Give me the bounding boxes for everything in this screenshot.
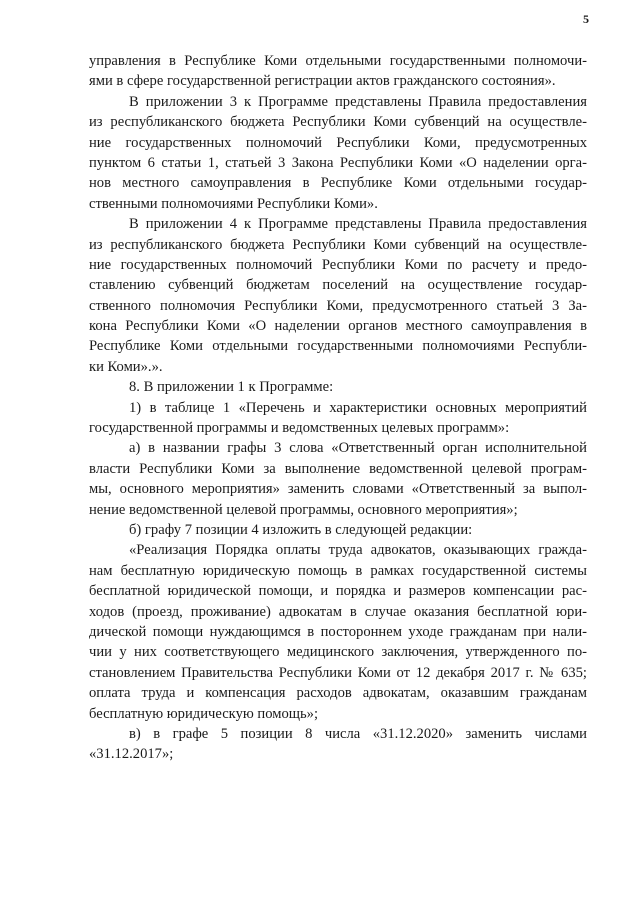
text-line: пунктом 6 статьи 1, статьей 3 Закона Республики Коми «О наделении орга- xyxy=(89,154,587,171)
text-line: ние государственных полномочий Республики Коми по расчету и предо- xyxy=(89,256,587,273)
text-line: 8. В приложении 1 к Программе: xyxy=(129,379,334,396)
paragraph xyxy=(89,520,587,540)
paragraph xyxy=(89,724,587,765)
paragraph xyxy=(89,214,587,377)
text-line: в) в графе 5 позиции 8 числа «31.12.2020» заменить числами xyxy=(129,725,587,742)
text-line: управления в Республике Коми отдельными государственными полномочи- xyxy=(89,53,587,69)
text-line: нов местного самоуправления в Республике Коми отдельными государ- xyxy=(89,175,587,192)
paragraph xyxy=(89,398,587,439)
text-line: чии у них соответствующего медицинского заключения, утвержденного по- xyxy=(89,644,587,661)
text-line: бесплатную юридическую помощь»; xyxy=(89,705,319,722)
text-line: ями в сфере государственной регистрации актов гражданского состояния». xyxy=(89,73,556,90)
text-line: ходов (проезд, проживание) адвокатам в случае оказания бесплатной юри- xyxy=(89,603,587,620)
document-body xyxy=(89,51,587,765)
text-line: ственного полномочия Республики Коми, предусмотренного статьей 3 За- xyxy=(89,297,587,314)
text-line: оплата труда и компенсация расходов адвокатам, оказавшим гражданам xyxy=(89,685,587,702)
text-line: власти Республики Коми за выполнение ведомственной целевой програм- xyxy=(89,460,587,477)
text-line: из республиканского бюджета Республики Коми субвенций на осуществле- xyxy=(89,236,587,253)
text-line: В приложении 4 к Программе представлены Правила предоставления xyxy=(129,216,587,233)
text-line: «Реализация Порядка оплаты труда адвокатов, оказывающих гражда- xyxy=(129,542,587,559)
text-line: бесплатной юридической помощи, и порядка и размеров компенсации рас- xyxy=(89,583,587,600)
text-line: 1) в таблице 1 «Перечень и характеристики основных мероприятий xyxy=(129,399,587,416)
text-line: Республике Коми отдельными государственными полномочиями Республи- xyxy=(89,338,587,355)
page-number: 5 xyxy=(583,12,589,26)
text-line: а) в названии графы 3 слова «Ответственный орган исполнительной xyxy=(129,440,587,457)
text-line: ние государственных полномочий Республики Коми, предусмотренных xyxy=(89,134,587,151)
text-line: ственными полномочиями Республики Коми». xyxy=(89,195,378,212)
text-line: ки Коми».». xyxy=(89,358,163,375)
paragraph xyxy=(89,92,587,214)
text-line: ставлению субвенций бюджетам поселений на осуществление государ- xyxy=(89,277,587,294)
paragraph xyxy=(89,438,587,520)
text-line: становлением Правительства Республики Коми от 12 декабря 2017 г. № 635; xyxy=(89,664,587,681)
paragraph xyxy=(89,540,587,724)
text-line: б) графу 7 позиции 4 изложить в следующей редакции: xyxy=(129,521,473,538)
text-line: нам бесплатную юридическую помощь в рамках государственной системы xyxy=(89,562,587,579)
text-line: нение ведомственной целевой программы, основного мероприятия»; xyxy=(89,501,518,518)
text-line: из республиканского бюджета Республики Коми субвенций на осуществле- xyxy=(89,114,587,131)
text-line: государственной программы и ведомственных целевых программ»: xyxy=(89,420,510,437)
text-line: дической помощи нуждающимся в постороннем уходе гражданам при нали- xyxy=(89,623,587,640)
text-line: кона Республики Коми «О наделении органов местного самоуправления в xyxy=(89,318,587,335)
paragraph xyxy=(89,377,587,397)
text-line: мы, основного мероприятия» заменить словами «Ответственный за выпол- xyxy=(89,481,587,498)
text-line: В приложении 3 к Программе представлены Правила предоставления xyxy=(129,93,587,110)
paragraph xyxy=(89,51,587,92)
text-line: «31.12.2017»; xyxy=(89,746,174,763)
